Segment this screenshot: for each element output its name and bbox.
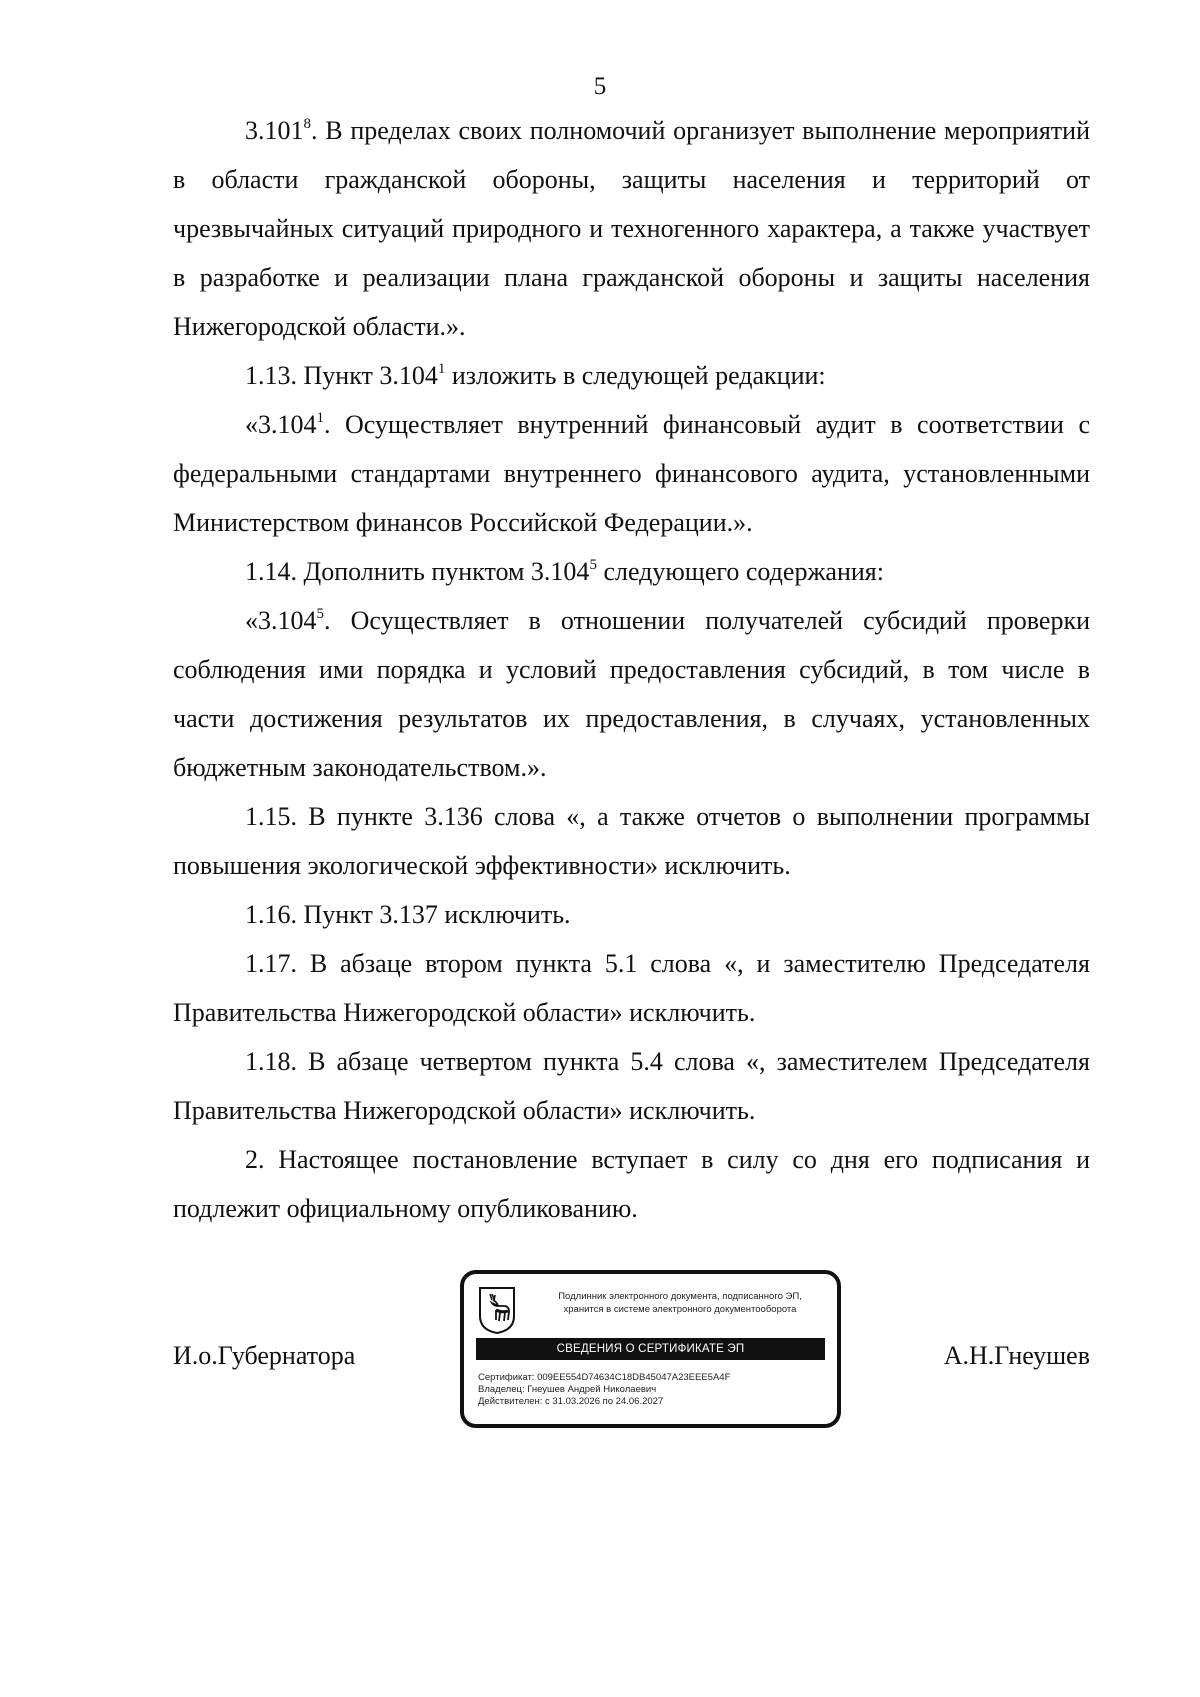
superscript: 5 — [316, 606, 324, 622]
paragraph-text: «3.104 — [245, 410, 317, 439]
paragraph-text: 3.101 — [245, 116, 304, 145]
page-number: 5 — [593, 73, 607, 100]
paragraph-text: 1.18. В абзаце четвертом пункта 5.4 слова «, заместителем Председателя Правительства Нижегородской области» исключить. — [173, 1047, 1090, 1125]
paragraph-text: изложить в следующей редакции: — [445, 361, 826, 390]
paragraph — [173, 106, 1090, 351]
superscript: 1 — [437, 361, 446, 377]
paragraph-text: следующего содержания: — [596, 557, 884, 586]
paragraph-text: 1.14. Дополнить пунктом 3.104 — [245, 557, 590, 586]
certificate-details — [478, 1372, 828, 1408]
paragraph-text: 2. Настоящее постановление вступает в силу со дня его подписания и подлежит официальному опубликованию. — [173, 1145, 1090, 1223]
paragraph — [173, 400, 1090, 547]
paragraph — [173, 1135, 1090, 1233]
superscript: 5 — [589, 557, 597, 573]
certificate-header: СВЕДЕНИЯ О СЕРТИФИКАТЕ ЭП — [476, 1338, 825, 1360]
deer-emblem-icon — [478, 1286, 516, 1334]
paragraph-text: . Осуществляет внутренний финансовый аудит в соответствии с федеральными стандартами внутреннего финансового аудита, установленными Министерством финансов Российской Федерации.». — [173, 410, 1090, 537]
certificate-owner: Владелец: Гнеушев Андрей Николаевич — [478, 1384, 657, 1395]
electronic-signature-stamp — [460, 1270, 841, 1428]
stamp-note-line: Подлинник электронного документа, подписанного ЭП, — [558, 1291, 802, 1302]
stamp-note-line: хранится в системе электронного документооборота — [563, 1304, 797, 1315]
paragraph-text: 1.13. Пункт 3.104 — [245, 361, 438, 390]
superscript: 8 — [303, 116, 311, 132]
paragraph — [173, 939, 1090, 1037]
document-body — [173, 106, 1090, 1233]
paragraph — [173, 792, 1090, 890]
stamp-original-note — [530, 1290, 830, 1316]
paragraph-text: 1.17. В абзаце втором пункта 5.1 слова «, и заместителю Председателя Правительства Нижегородской области» исключить. — [173, 949, 1090, 1027]
paragraph — [173, 547, 1090, 596]
certificate-validity: Действителен: с 31.03.2026 по 24.06.2027 — [478, 1396, 664, 1407]
superscript: 1 — [316, 410, 324, 426]
certificate-number: Сертификат: 009EE554D74634C18DB45047A23EEE5A4F — [478, 1372, 731, 1383]
paragraph — [173, 351, 1090, 400]
paragraph — [173, 890, 1090, 939]
paragraph-text: 1.15. В пункте 3.136 слова «, а также отчетов о выполнении программы повышения экологической эффективности» исключить. — [173, 802, 1090, 880]
signatory-position: И.о.Губернатора — [173, 1341, 356, 1370]
paragraph — [173, 1037, 1090, 1135]
signature-block — [0, 1270, 1200, 1420]
paragraph-text: . В пределах своих полномочий организует выполнение мероприятий в области гражданской обороны, защиты населения и территорий от чрезвычайных ситуаций природного и техногенного характера, а также участвует в разработке и реализации плана гражданской обороны и защиты населения Нижегородской области.». — [173, 116, 1090, 341]
paragraph-text: 1.16. Пункт 3.137 исключить. — [245, 900, 571, 929]
paragraph — [173, 596, 1090, 792]
signatory-name: А.Н.Гнеушев — [943, 1341, 1090, 1370]
paragraph-text: «3.104 — [245, 606, 317, 635]
paragraph-text: . Осуществляет в отношении получателей субсидий проверки соблюдения ими порядка и условий предоставления субсидий, в том числе в части достижения результатов их предоставления, в случаях, установленных бюджетным законодательством.». — [173, 606, 1090, 782]
